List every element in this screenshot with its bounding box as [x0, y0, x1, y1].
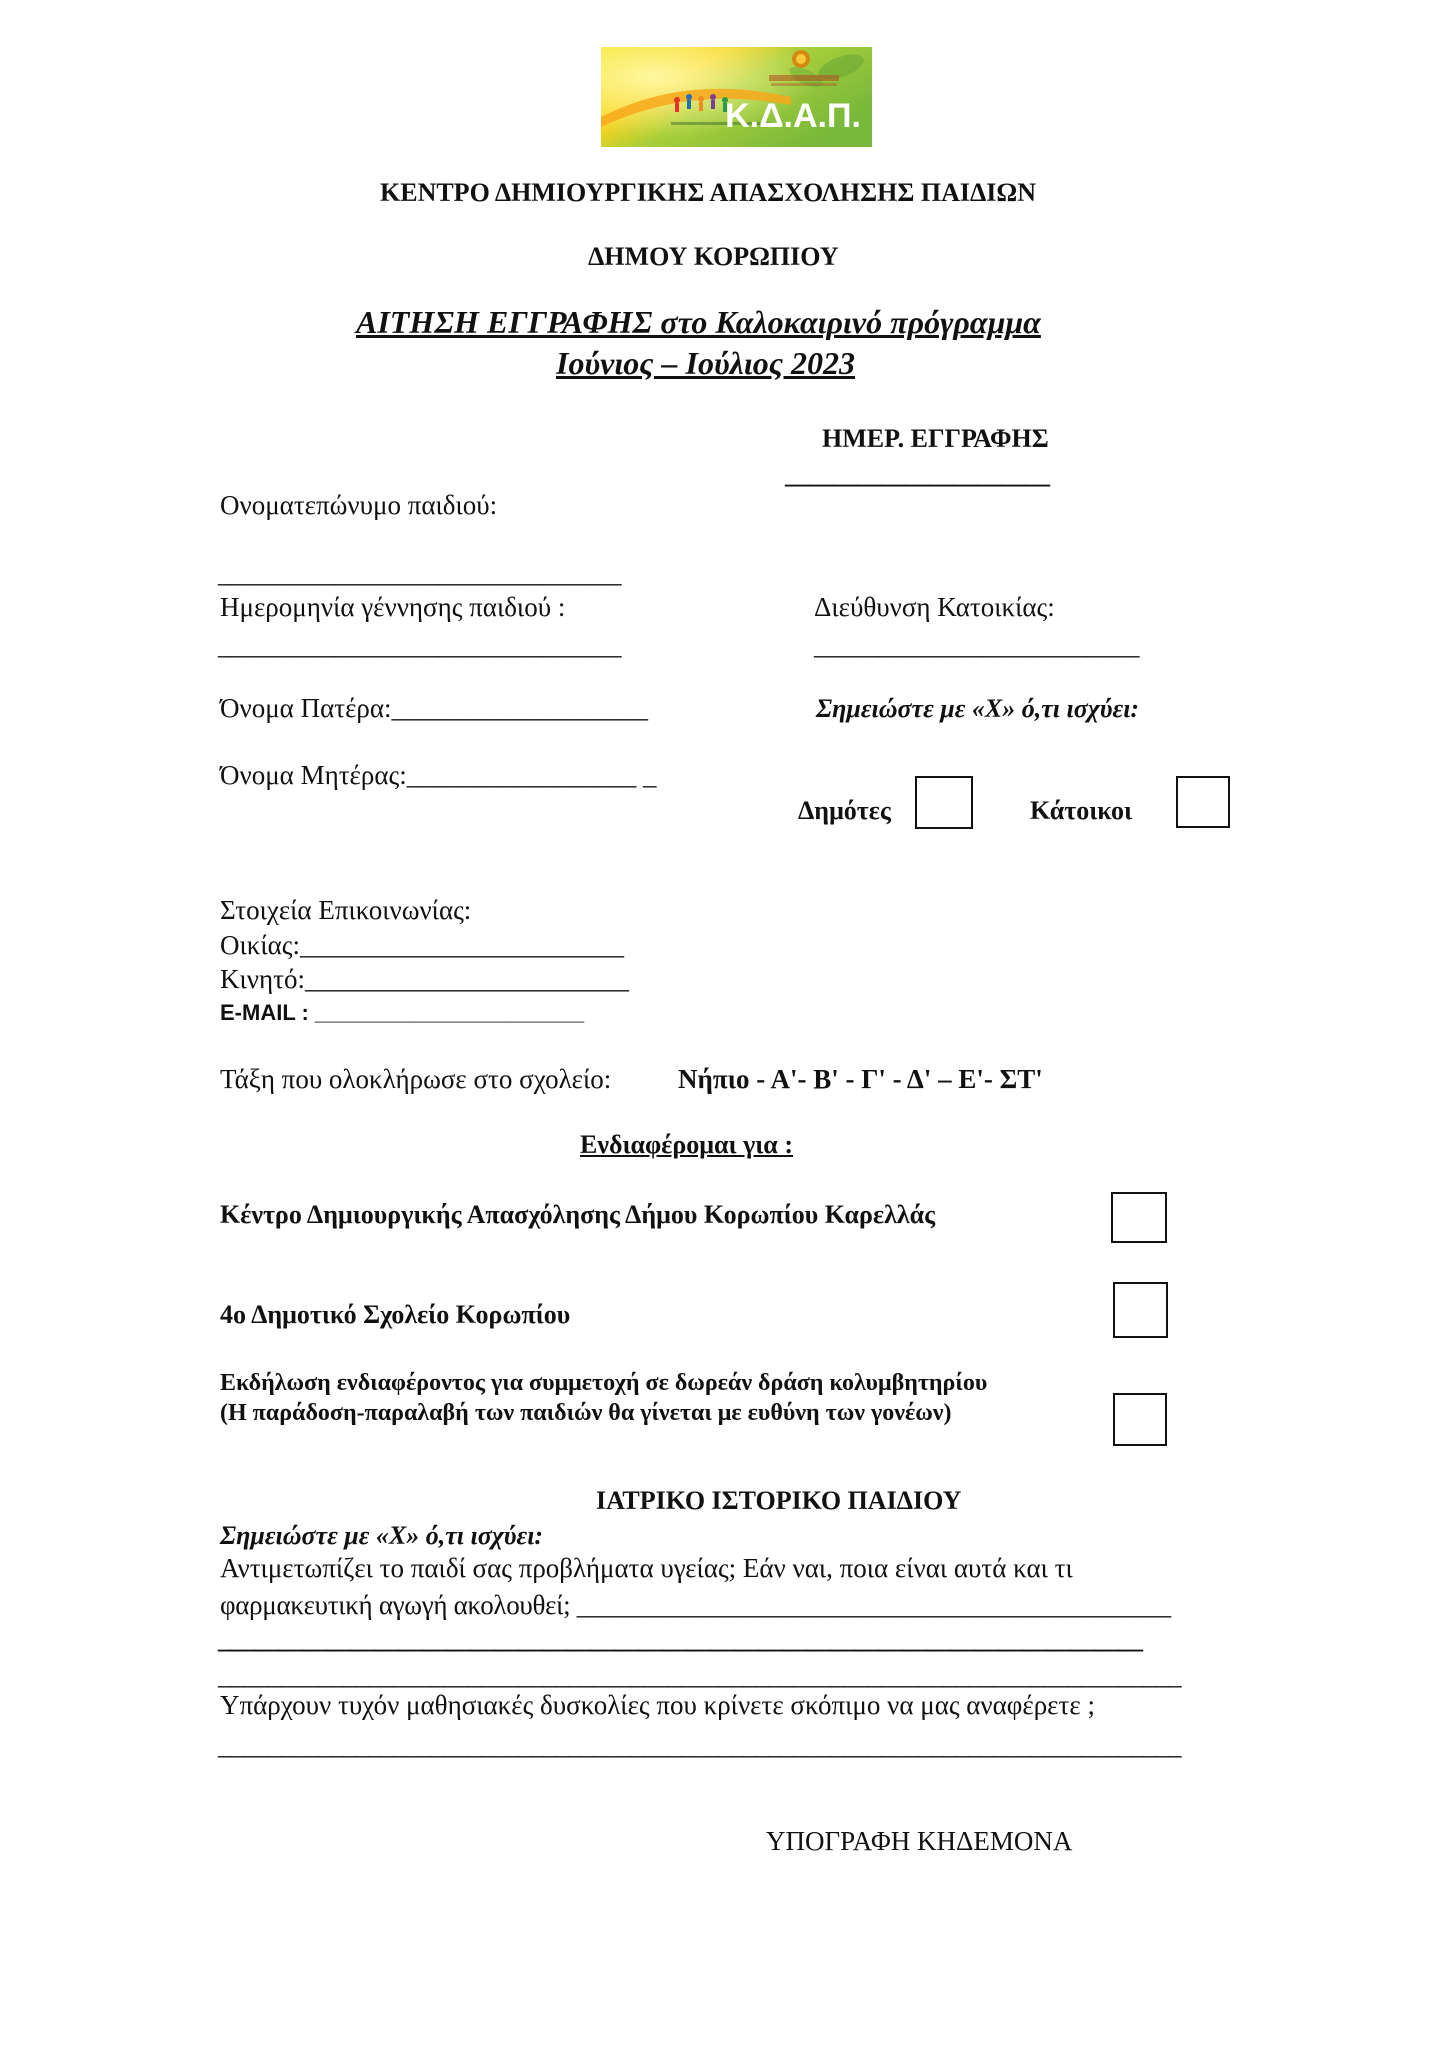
medical-answer-line-2[interactable]: _____________________________________________________________________________: [218, 1660, 1181, 1690]
guardian-signature-label: ΥΠΟΓΡΑΦΗ ΚΗΔΕΜΟΝΑ: [766, 1826, 1073, 1856]
grade-label: Τάξη που ολοκλήρωσε στο σχολείο:: [220, 1064, 612, 1094]
interest-school-checkbox[interactable]: [1113, 1282, 1168, 1338]
father-name-field[interactable]: Όνομα Πατέρα:___________________: [220, 693, 649, 723]
center-title: ΚΕΝΤΡΟ ΔΗΜΙΟΥΡΓΙΚΗΣ ΑΠΑΣΧΟΛΗΣΗΣ ΠΑΙΔΙΩΝ: [380, 178, 1037, 207]
child-birthdate-label: Ημερομηνία γέννησης παιδιού :: [220, 592, 566, 622]
medical-title: ΙΑΤΡΙΚΟ ΙΣΤΟΡΙΚΟ ΠΑΙΔΙΟΥ: [596, 1486, 962, 1515]
contact-email-field[interactable]: E-MAIL : ______________________: [220, 1000, 585, 1025]
medical-question-health-field[interactable]: φαρμακευτική αγωγή ακολουθεί; _____________________________________________: [220, 1590, 1171, 1620]
interest-karellas-checkbox[interactable]: [1111, 1192, 1167, 1243]
mother-name-field[interactable]: Όνομα Μητέρας:_________________ _: [220, 760, 657, 790]
grade-options[interactable]: Νήπιο - Α'- Β' - Γ' - Δ' – Ε'- ΣΤ': [678, 1064, 1043, 1094]
residency-instruction: Σημειώστε με «Χ» ό,τι ισχύει:: [816, 694, 1140, 723]
kdap-logo: [601, 47, 872, 147]
contact-title: Στοιχεία Επικοινωνίας:: [220, 895, 472, 925]
municipality-title: ΔΗΜΟΥ ΚΟΡΩΠΙΟΥ: [588, 242, 839, 271]
medical-question-learning: Υπάρχουν τυχόν μαθησιακές δυσκολίες που κρίνετε σκόπιμο να μας αναφέρετε ;: [220, 1690, 1095, 1720]
residency-option-residents-label: Κάτοικοι: [1030, 796, 1133, 825]
child-birthdate-field[interactable]: _______________________________: [218, 630, 621, 660]
medical-instruction: Σημειώστε με «Χ» ό,τι ισχύει:: [220, 1521, 544, 1550]
child-name-field[interactable]: _______________________________: [218, 558, 621, 588]
interest-pool-checkbox[interactable]: [1113, 1393, 1167, 1446]
contact-home-field[interactable]: Οικίας:________________________: [220, 930, 624, 960]
child-name-label: Ονοματεπώνυμο παιδιού:: [220, 490, 498, 520]
address-field[interactable]: _________________________: [814, 630, 1139, 660]
kdap-logo-graphic: [601, 47, 872, 147]
registration-date-field[interactable]: ______________________: [785, 460, 1049, 489]
contact-mobile-field[interactable]: Κινητό:________________________: [220, 964, 629, 994]
interest-option-school-label: 4ο Δημοτικό Σχολείο Κορωπίου: [220, 1300, 571, 1329]
medical-answer-line-1[interactable]: _____________________________________________________________________________: [218, 1625, 1142, 1654]
form-title: ΑΙΤΗΣΗ ΕΓΓΡΑΦΗΣ στο Καλοκαιρινό πρόγραμμα: [356, 304, 1041, 340]
interest-option-pool-label-line1: Εκδήλωση ενδιαφέροντος για συμμετοχή σε δωρεάν δράση κολυμβητηρίου: [220, 1370, 988, 1396]
medical-question-health: Αντιμετωπίζει το παιδί σας προβλήματα υγείας; Εάν ναι, ποια είναι αυτά και τι: [220, 1553, 1073, 1583]
kdap-logo-text: Κ.Δ.Α.Π.: [725, 97, 861, 135]
form-period: Ιούνιος – Ιούλιος 2023: [556, 345, 855, 381]
address-label: Διεύθυνση Κατοικίας:: [814, 592, 1055, 622]
residency-option-citizens-label: Δημότες: [798, 796, 891, 825]
interest-option-pool-label-line2: (Η παράδοση-παραλαβή των παιδιών θα γίνεται με ευθύνη των γονέων): [220, 1400, 952, 1426]
residency-citizens-checkbox[interactable]: [915, 776, 973, 829]
registration-date-label: ΗΜΕΡ. ΕΓΓΡΑΦΗΣ: [822, 424, 1049, 453]
interest-title: Ενδιαφέρομαι για :: [580, 1130, 793, 1159]
medical-answer-line-3[interactable]: _____________________________________________________________________________: [218, 1730, 1181, 1760]
interest-option-karellas-label: Κέντρο Δημιουργικής Απασχόλησης Δήμου Κορωπίου Καρελλάς: [220, 1200, 936, 1229]
residency-residents-checkbox[interactable]: [1176, 776, 1230, 828]
